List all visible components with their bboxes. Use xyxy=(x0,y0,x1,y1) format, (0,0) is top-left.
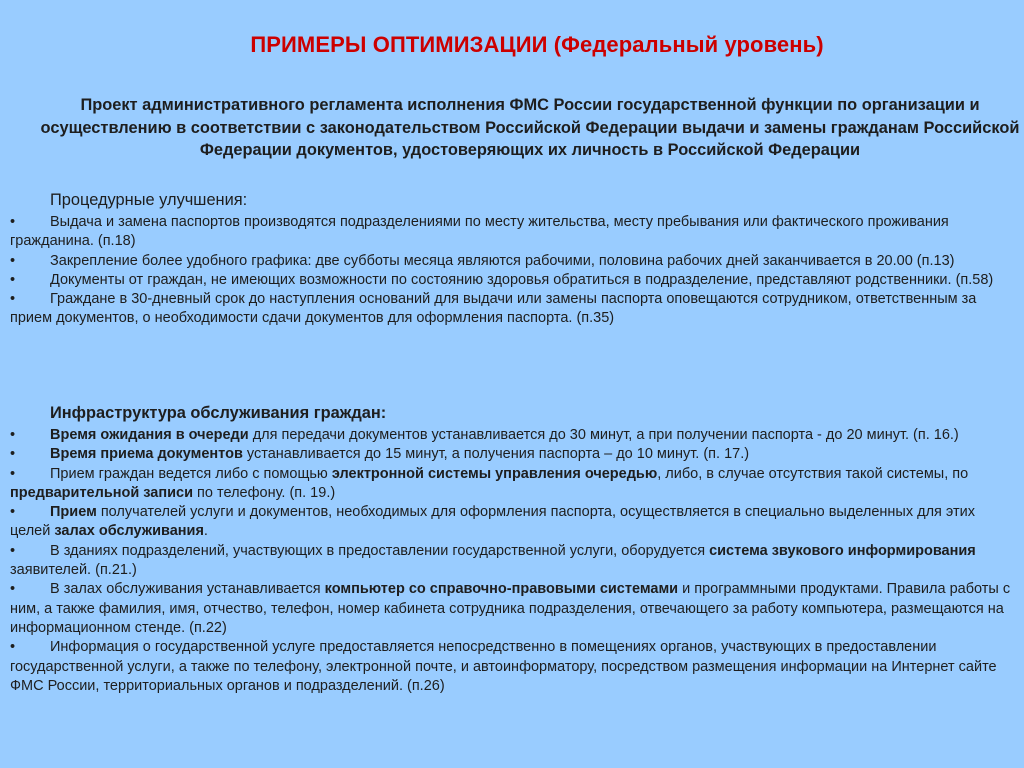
bullet-icon: • xyxy=(10,446,16,463)
bold-text: Время ожидания в очереди xyxy=(50,427,249,443)
text-run: Закрепление более удобного графика: две субботы месяца являются рабочими, половина рабочих дней заканчивается в 20.00 (п.13) xyxy=(50,252,955,269)
bold-text: электронной системы управления очередью xyxy=(331,465,658,482)
bullet-item xyxy=(10,542,1015,581)
bold-text: компьютер со справочно-правовыми системами xyxy=(324,581,679,598)
bullet-icon: • xyxy=(10,252,16,269)
text-run: . xyxy=(203,523,208,540)
bold-text: залах обслуживания xyxy=(54,523,204,540)
bullet-icon: • xyxy=(10,581,16,598)
section-procedural-improvements xyxy=(10,190,1015,329)
bold-text: Прием xyxy=(50,504,97,521)
bullet-icon: • xyxy=(10,465,16,482)
section-heading: Инфраструктура обслуживания граждан: xyxy=(50,404,387,422)
bullet-icon: • xyxy=(10,639,16,656)
text-run: по телефону. (п. 19.) xyxy=(193,484,336,501)
text-run: Выдача и замена паспортов производятся подразделениями по месту жительства, месту пребывания или фактического проживания гражданина. (п.18) xyxy=(10,214,949,250)
text-run: получателей услуги и документов, необходимых для оформления паспорта, осуществляется в специально выделенных для этих целей xyxy=(10,504,975,540)
bullet-icon: • xyxy=(10,214,16,230)
bullet-item xyxy=(10,252,1015,271)
text-run: В зданиях подразделений, участвующих в предоставлении государственной услуги, оборудуется xyxy=(50,542,710,559)
bullet-icon: • xyxy=(10,427,16,443)
text-run: Документы от граждан, не имеющих возможности по состоянию здоровья обратиться в подразделение, представляют родственники. (п.58) xyxy=(50,271,994,288)
bullet-item xyxy=(10,213,1015,252)
text-run: для передачи документов устанавливается до 30 минут, а при получении паспорта - до 20 минут. (п. 16.) xyxy=(248,427,959,443)
section-infrastructure xyxy=(10,403,1015,696)
bullet-item xyxy=(10,465,1015,504)
bullet-item xyxy=(10,290,1015,329)
text-run: Информация о государственной услуге предоставляется непосредственно в помещениях органов, участвующих в предоставлении государственной услуги, а также по телефону, электронной почте, и автоинформатору, посредством размещения информации на Интернет сайте ФМС России, территориальных органов и подразделений. (п.26) xyxy=(10,639,997,694)
section-heading: Процедурные улучшения: xyxy=(50,191,248,209)
slide-subtitle: Проект административного регламента исполнения ФМС России государственной функции по организации и осуществлению в соответствии с законодательством Российской Федерации выдачи и замены гражданам Российской Федерации документов, удостоверяющих их личность в Российской Федерации xyxy=(40,96,1020,159)
text-run: Граждане в 30-дневный срок до наступления оснований для выдачи или замены паспорта оповещаются сотрудником, ответственным за прием документов, о необходимости сдачи документов для оформления паспорта. (п.35) xyxy=(10,291,977,327)
bullet-icon: • xyxy=(10,504,16,521)
text-run: устанавливается до 15 минут, а получения паспорта – до 10 минут. (п. 17.) xyxy=(242,446,750,463)
bullet-item xyxy=(10,271,1015,290)
bold-text: система звукового информирования xyxy=(709,542,976,559)
bullet-item xyxy=(10,580,1015,638)
bullet-item xyxy=(10,503,1015,542)
bullet-icon: • xyxy=(10,542,16,559)
text-run: и программными продуктами. Правила работы с ним, а также фамилия, имя, отчество, телефон, номер кабинета сотрудника подразделения, отвечающего за работу компьютера, размещаются на информационном стенде. (п.22) xyxy=(10,581,1011,636)
bullet-item xyxy=(10,638,1015,696)
bullet-list xyxy=(10,426,1015,696)
bold-text: предварительной записи xyxy=(10,484,194,501)
bullet-icon: • xyxy=(10,271,16,288)
bullet-item xyxy=(10,426,1015,445)
text-run: В залах обслуживания устанавливается xyxy=(50,581,325,598)
slide-title: ПРИМЕРЫ ОПТИМИЗАЦИИ (Федеральный уровень) xyxy=(250,32,824,57)
bullet-item xyxy=(10,445,1015,464)
text-run: Прием граждан ведется либо с помощью xyxy=(50,465,332,482)
text-run: заявителей. (п.21.) xyxy=(10,562,137,579)
bold-text: Время приема документов xyxy=(50,446,243,463)
bullet-list xyxy=(10,213,1015,329)
text-run: , либо, в случае отсутствия такой системы, по xyxy=(657,465,969,482)
bullet-icon: • xyxy=(10,291,16,308)
